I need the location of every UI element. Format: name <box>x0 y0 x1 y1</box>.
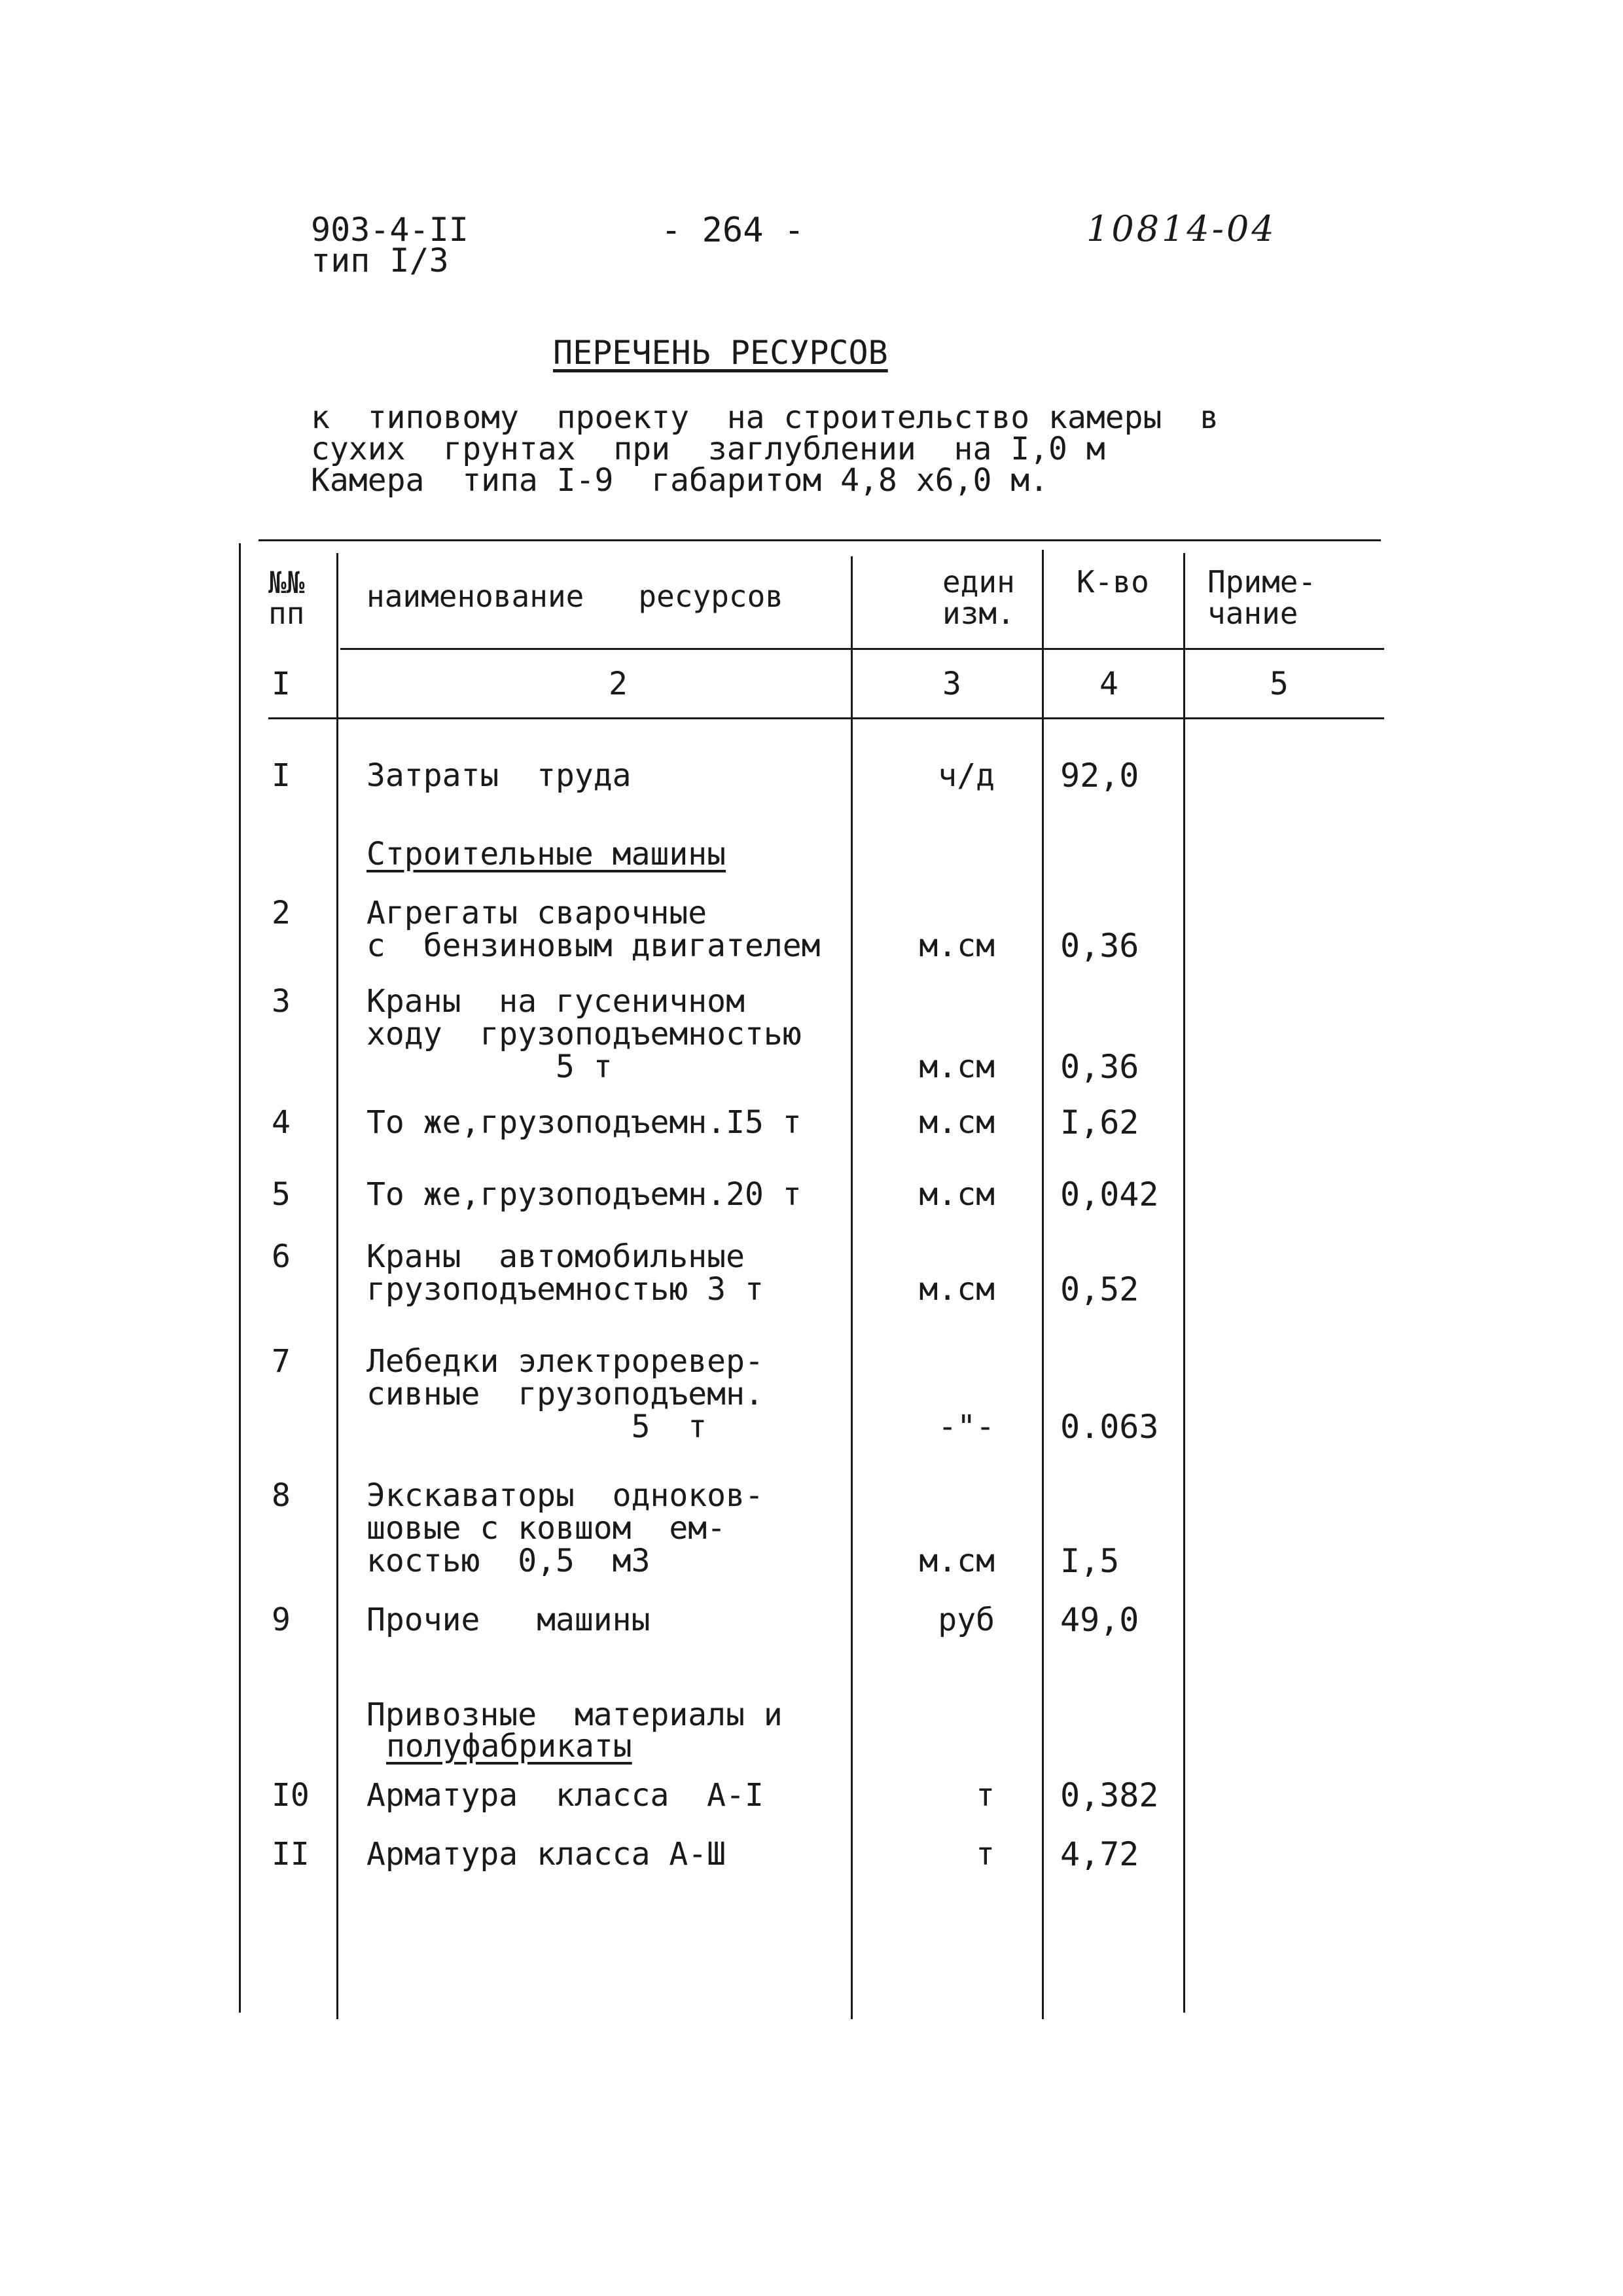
table-left-border <box>239 543 241 2013</box>
row-number: I0 <box>272 1777 310 1814</box>
unit-of-measure: м.см <box>919 1049 995 1085</box>
intro-line-3: Камера типа I-9 габаритом 4,8 х6,0 м. <box>311 462 1049 499</box>
column-numbers-divider <box>268 717 1384 719</box>
unit-of-measure: м.см <box>919 1543 995 1579</box>
row-number: 8 <box>272 1477 291 1514</box>
column-number-4: 4 <box>1099 666 1118 702</box>
resource-name-line: 5 т <box>366 1049 613 1085</box>
resource-name-line: Экскаваторы одноков- <box>366 1477 764 1514</box>
unit-of-measure: руб <box>938 1602 995 1638</box>
row-number: II <box>272 1836 310 1873</box>
row-number: 7 <box>272 1343 291 1380</box>
intro-line-1: к типовому проекту на строительство камеры в <box>311 399 1219 436</box>
resource-name-line: Арматура класса А-I <box>366 1777 764 1814</box>
resource-name-line: Агрегаты сварочные <box>366 895 707 931</box>
unit-of-measure: -"- <box>938 1408 995 1445</box>
header-num-line2: пп <box>268 596 305 631</box>
row-number: 2 <box>272 895 291 931</box>
resource-name-line: ходу грузоподъемностью <box>366 1016 802 1052</box>
unit-of-measure: м.см <box>919 1104 995 1141</box>
row-number: 6 <box>272 1238 291 1275</box>
resource-name-line: сивные грузоподъемн. <box>366 1376 764 1412</box>
resource-name-line: То же,грузоподъемн.20 т <box>366 1176 802 1213</box>
quantity: 0,382 <box>1060 1776 1159 1814</box>
quantity: I,62 <box>1060 1103 1139 1141</box>
quantity: 0,042 <box>1060 1175 1159 1213</box>
column-divider-2 <box>851 556 853 2019</box>
column-number-1: I <box>272 666 291 702</box>
column-divider-1 <box>336 553 338 2019</box>
resource-name-line: костью 0,5 м3 <box>366 1543 651 1579</box>
unit-of-measure: м.см <box>919 1176 995 1213</box>
column-number-3: 3 <box>942 666 961 702</box>
resource-name-line: То же,грузоподъемн.I5 т <box>366 1104 802 1141</box>
header-note-line1: Приме- <box>1207 564 1317 600</box>
quantity: 0,36 <box>1060 1048 1139 1086</box>
unit-of-measure: ч/д <box>938 757 995 794</box>
quantity: 92,0 <box>1060 757 1139 795</box>
row-number: 9 <box>272 1602 291 1638</box>
unit-of-measure: т <box>976 1836 995 1873</box>
unit-of-measure: м.см <box>919 927 995 964</box>
header-unit-line2: изм. <box>942 596 1015 631</box>
header-qty: К-во <box>1077 564 1149 600</box>
resource-name-line: 5 т <box>366 1408 707 1445</box>
header-name: наименование ресурсов <box>366 579 783 614</box>
header-divider <box>340 648 1384 650</box>
intro-line-2: сухих грунтах при заглублении на I,0 м <box>311 431 1105 467</box>
quantity: 0.063 <box>1060 1408 1159 1446</box>
column-divider-3 <box>1042 550 1044 2019</box>
column-number-2: 2 <box>609 666 628 702</box>
resource-name-line: Краны автомобильные <box>366 1238 745 1275</box>
page-number: - 264 - <box>661 211 805 250</box>
quantity: 4,72 <box>1060 1835 1139 1873</box>
resource-name-line: грузоподъемностью 3 т <box>366 1271 764 1308</box>
section-construction-machines: Строительные машины <box>366 836 726 872</box>
table-top-border <box>259 539 1381 541</box>
quantity: 0,36 <box>1060 927 1139 965</box>
header-note-line2: чание <box>1207 596 1298 631</box>
quantity: 0,52 <box>1060 1270 1139 1308</box>
quantity: 49,0 <box>1060 1601 1139 1639</box>
document-title: ПЕРЕЧЕНЬ РЕСУРСОВ <box>553 334 888 372</box>
row-number: 3 <box>272 983 291 1020</box>
header-unit-line1: един <box>942 564 1015 600</box>
column-number-5: 5 <box>1270 666 1289 702</box>
unit-of-measure: м.см <box>919 1271 995 1308</box>
resource-name-line: Затраты труда <box>366 757 632 794</box>
header-num-line1: №№ <box>268 565 305 600</box>
resource-name-line: Лебедки электроревер- <box>366 1343 764 1380</box>
section-materials-line1: Привозные материалы и <box>366 1696 783 1733</box>
quantity: I,5 <box>1060 1542 1120 1580</box>
row-number: I <box>272 757 291 794</box>
row-number: 5 <box>272 1176 291 1213</box>
resource-name-line: с бензиновым двигателем <box>366 927 821 964</box>
type-code: тип I/3 <box>311 242 449 279</box>
resource-name-line: шовые с ковшом ем- <box>366 1510 726 1547</box>
row-number: 4 <box>272 1104 291 1141</box>
resource-name-line: Краны на гусеничном <box>366 983 745 1020</box>
doc-code: 903-4-II <box>311 211 469 249</box>
resource-name-line: Прочие машины <box>366 1602 651 1638</box>
resource-name-line: Арматура класса А-Ш <box>366 1836 726 1873</box>
section-materials-line2: полуфабрикаты <box>386 1728 632 1765</box>
column-divider-4 <box>1183 553 1185 2013</box>
unit-of-measure: т <box>976 1777 995 1814</box>
handwritten-reference: 10814-04 <box>1086 208 1277 249</box>
